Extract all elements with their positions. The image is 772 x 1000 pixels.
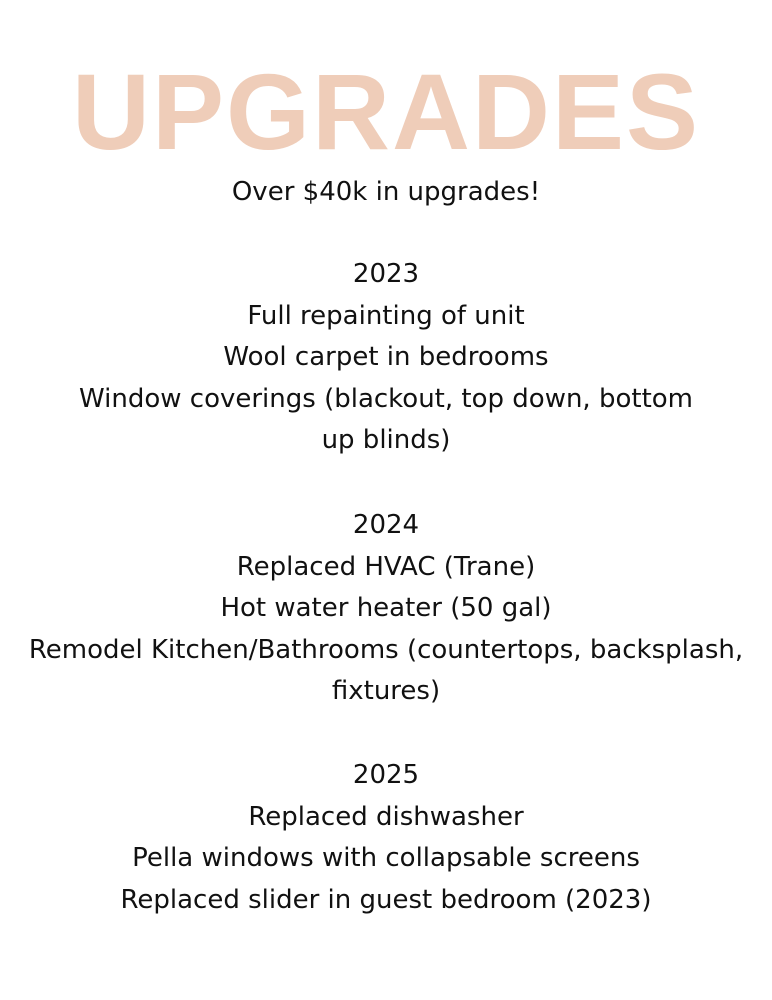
upgrade-item: Remodel Kitchen/Bathrooms (countertops, backsplash, [28,634,744,665]
year-section-2024 [0,505,772,713]
year-section-2025 [0,755,772,921]
upgrade-item: up blinds) [321,425,451,455]
upgrade-item: Replaced dishwasher [248,801,524,832]
year-heading: 2024 [352,510,420,540]
page-title: UPGRADES [71,51,701,172]
upgrade-item: Replaced slider in guest bedroom (2023) [120,884,652,915]
upgrade-item: Wool carpet in bedrooms [223,342,549,372]
upgrade-item: Hot water heater (50 gal) [220,593,552,623]
year-section-2023 [0,254,772,462]
upgrade-item: Full repainting of unit [247,300,525,331]
upgrade-item: fixtures) [331,676,441,706]
year-heading: 2023 [352,259,420,289]
upgrade-item: Window coverings (blackout, top down, bottom [79,383,693,414]
subtitle: Over $40k in upgrades! [231,177,541,207]
year-heading: 2025 [352,760,420,790]
upgrade-item: Pella windows with collapsable screens [132,843,640,873]
upgrade-item: Replaced HVAC (Trane) [236,551,536,582]
